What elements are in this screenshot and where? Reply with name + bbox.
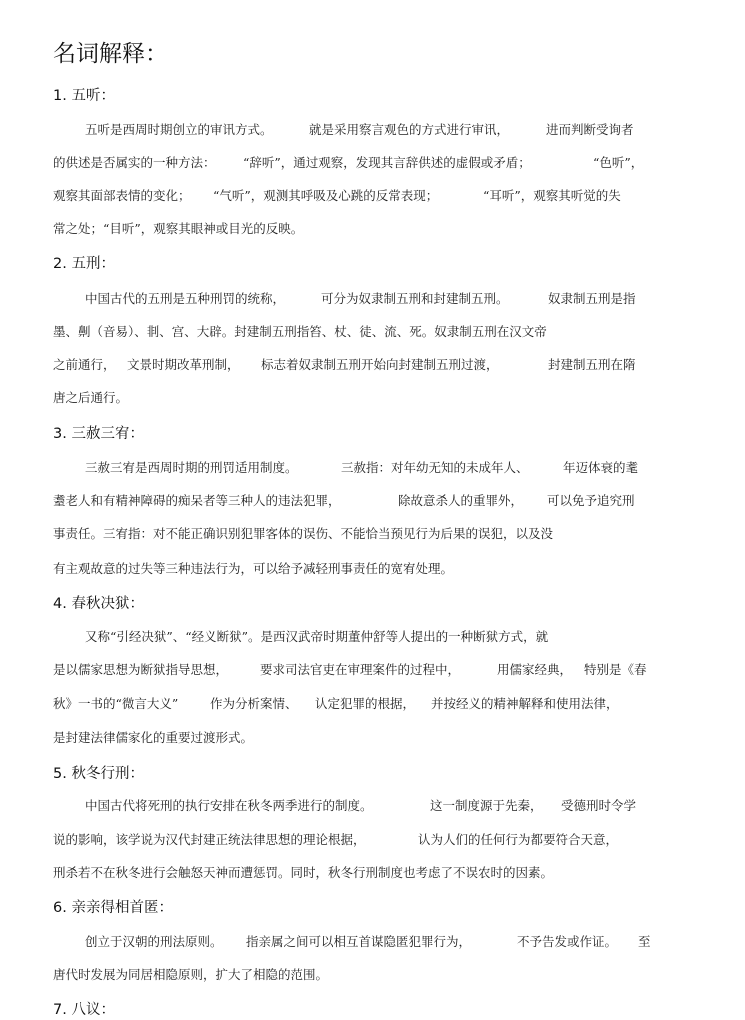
section-heading: 4. 春秋决狱： — [53, 596, 144, 612]
text-segment: 中国古代将死刑的执行安排在秋冬两季进行的制度。 — [85, 798, 373, 813]
section-heading: 2. 五刑： — [53, 256, 115, 272]
text-segment: 中国古代的五刑是五种刑罚的统称， — [85, 291, 286, 306]
paragraph-line — [53, 389, 693, 407]
paragraph-line — [85, 459, 705, 477]
text-segment: 进而判断受询者 — [546, 122, 634, 137]
paragraph-line — [85, 933, 705, 951]
text-segment: 的供述是否属实的一种方法： — [53, 155, 216, 170]
text-segment: 创立于汉朝的刑法原则。 — [85, 934, 223, 949]
text-segment: 说的影响，该学说为汉代封建正统法律思想的理论根据， — [53, 832, 366, 847]
text-segment: 秋》一书的“微言大义” — [53, 696, 179, 711]
text-segment: 用儒家经典， — [497, 662, 573, 677]
text-segment: 要求司法官吏在审理案件的过程中， — [260, 662, 461, 677]
text-segment: 唐代时发展为同居相隐原则，扩大了相隐的范围。 — [53, 967, 329, 982]
paragraph-line — [53, 525, 693, 543]
text-segment: 标志着奴隶制五刑开始向封建制五刑过渡， — [261, 357, 499, 372]
text-segment: 三赦指：对年幼无知的未成年人、 — [341, 460, 529, 475]
text-segment: 封建制五刑在隋 — [548, 357, 636, 372]
text-segment: “气听”，观测其呼吸及心跳的反常表现； — [213, 188, 439, 203]
paragraph-line — [53, 154, 693, 172]
paragraph-line — [53, 220, 693, 238]
text-segment: 刑杀若不在秋冬进行会触怒天神而遭惩罚。同时，秋冬行刑制度也考虑了不误农时的因素。 — [53, 865, 554, 880]
paragraph-line — [85, 290, 705, 308]
text-segment: 认定犯罪的根据， — [315, 696, 416, 711]
text-segment: 特别是《春 — [584, 662, 647, 677]
text-segment: 指亲属之间可以相互首谋隐匿犯罪行为， — [246, 934, 472, 949]
paragraph-line — [85, 797, 705, 815]
text-segment: 年迈体衰的耄 — [563, 460, 639, 475]
paragraph-line — [85, 628, 705, 646]
section-heading: 7. 八议： — [53, 1002, 115, 1018]
text-segment: “辞听”，通过观察，发现其言辞供述的虚假或矛盾； — [243, 155, 531, 170]
paragraph-line — [53, 831, 693, 849]
section-heading: 5. 秋冬行刑： — [53, 766, 144, 782]
text-segment: 并按经义的精神解释和使用法律， — [431, 696, 619, 711]
text-segment: 是封建法律儒家化的重要过渡形式。 — [53, 730, 254, 745]
text-segment: 就是采用察言观色的方式进行审讯， — [309, 122, 510, 137]
paragraph-line — [53, 864, 693, 882]
text-segment: 有主观故意的过失等三种违法行为，可以给予减轻刑事责任的宽宥处理。 — [53, 561, 454, 576]
text-segment: 耋老人和有精神障碍的痴呆者等三种人的违法犯罪， — [53, 493, 341, 508]
text-segment: 观察其面部表情的变化； — [53, 188, 191, 203]
text-segment: 墨、劓（音易）、剕、宫、大辟。封建制五刑指笞、杖、徒、流、死。奴隶制五刑在汉文帝 — [53, 324, 547, 339]
paragraph-line — [53, 187, 693, 205]
text-segment: 文景时期改革刑制， — [127, 357, 240, 372]
paragraph-line — [53, 695, 693, 713]
text-segment: 可分为奴隶制五刑和封建制五刑。 — [321, 291, 509, 306]
text-segment: 又称“引经决狱”、“经义断狱”。是西汉武帝时期董仲舒等人提出的一种断狱方式，就 — [85, 629, 549, 644]
text-segment: 是以儒家思想为断狱指导思想， — [53, 662, 229, 677]
section-heading: 3. 三赦三宥： — [53, 426, 144, 442]
section-heading: 1. 五听： — [53, 88, 115, 104]
document-title: 名词解释： — [53, 41, 168, 67]
paragraph-line — [85, 121, 705, 139]
paragraph-line — [53, 492, 693, 510]
paragraph-line — [53, 323, 693, 341]
paragraph-line — [53, 966, 693, 984]
text-segment: 除故意杀人的重罪外， — [398, 493, 524, 508]
text-segment: 作为分析案情、 — [210, 696, 298, 711]
text-segment: 常之处；“目听”，观察其眼神或目光的反映。 — [53, 221, 304, 236]
paragraph-line — [53, 356, 693, 374]
paragraph-line — [53, 661, 693, 679]
text-segment: 三赦三宥是西周时期的刑罚适用制度。 — [85, 460, 298, 475]
paragraph-line — [53, 729, 693, 747]
text-segment: 不予告发或作证。 — [517, 934, 618, 949]
text-segment: 至 — [638, 934, 651, 949]
text-segment: 可以免予追究刑 — [547, 493, 635, 508]
text-segment: 认为人们的任何行为都要符合天意， — [418, 832, 619, 847]
text-segment: 奴隶制五刑是指 — [548, 291, 636, 306]
paragraph-line — [53, 560, 693, 578]
text-segment: 受德刑时令学 — [561, 798, 637, 813]
text-segment: “色听”， — [593, 155, 644, 170]
section-heading: 6. 亲亲得相首匿： — [53, 900, 173, 916]
text-segment: 五听是西周时期创立的审讯方式。 — [85, 122, 273, 137]
text-segment: “耳听”，观察其听觉的失 — [483, 188, 621, 203]
text-segment: 这一制度源于先秦， — [430, 798, 543, 813]
text-segment: 之前通行， — [53, 357, 116, 372]
text-segment: 唐之后通行。 — [53, 390, 129, 405]
text-segment: 事责任。三宥指：对不能正确识别犯罪客体的误伤、不能恰当预见行为后果的误犯，以及没 — [53, 526, 554, 541]
